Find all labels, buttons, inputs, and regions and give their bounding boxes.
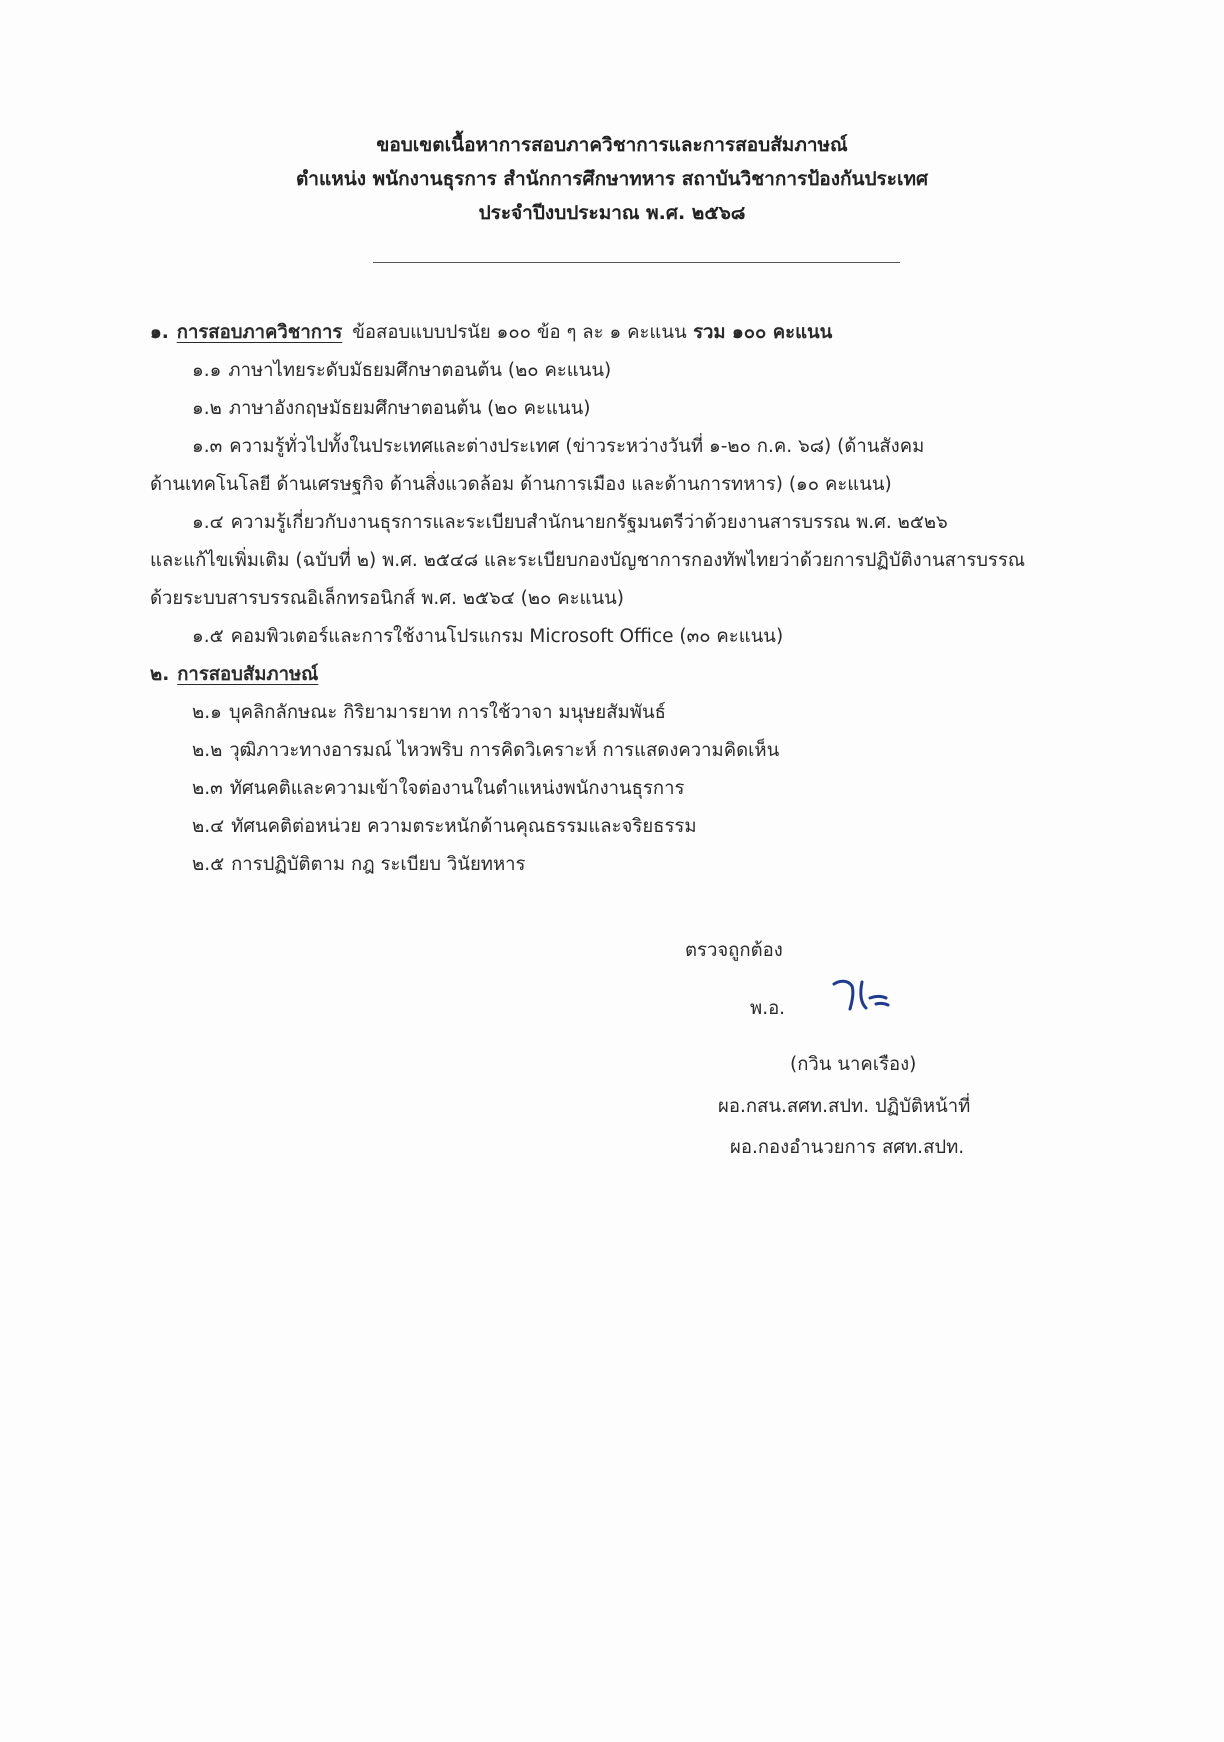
signature-stroke (870, 997, 886, 999)
item-text: ภาษาอังกฤษมัธยมศึกษาตอนต้น (๒๐ คะแนน) (228, 398, 591, 419)
item-number: ๒.๑ (192, 702, 222, 723)
document-header (0, 128, 1224, 230)
signature-stroke (861, 982, 866, 1008)
item-1-3 (150, 428, 1115, 466)
signature-stroke (834, 981, 853, 1009)
item-text: ทัศนคติและความเข้าใจต่องานในตำแหน่งพนักงานธุรการ (229, 778, 685, 799)
item-number: ๑.๓ (192, 436, 223, 457)
section-1-heading (150, 314, 1115, 352)
section-1-number: ๑. (150, 322, 169, 343)
item-number: ๑.๒ (192, 398, 222, 419)
item-number: ๒.๕ (192, 854, 225, 875)
item-1-4 (150, 504, 1115, 542)
section-2-number: ๒. (150, 664, 170, 685)
document-body (150, 314, 1115, 884)
item-number: ๒.๔ (192, 816, 225, 837)
section-1-title: การสอบภาควิชาการ (176, 322, 343, 343)
item-text: ภาษาไทยระดับมัธยมศึกษาตอนต้น (๒๐ คะแนน) (228, 360, 612, 381)
item-1-4-continuation-1: และแก้ไขเพิ่มเติม (ฉบับที่ ๒) พ.ศ. ๒๕๔๘ และระเบียบกองบัญชาการกองทัพไทยว่าด้วยการปฏิบัติงานสารบรรณ (150, 550, 1026, 571)
item-2-3 (150, 770, 1115, 808)
item-number: ๑.๔ (192, 512, 224, 533)
item-text: วุฒิภาวะทางอารมณ์ ไหวพริบ การคิดวิเคราะห์ การแสดงความคิดเห็น (229, 740, 780, 761)
section-1-total: รวม ๑๐๐ คะแนน (693, 322, 833, 343)
signature-stroke (876, 1003, 888, 1005)
item-1-4-continuation-2: ด้วยระบบสารบรรณอิเล็กทรอนิกส์ พ.ศ. ๒๕๖๔ (๒๐ คะแนน) (150, 588, 624, 609)
header-position: ตำแหน่ง พนักงานธุรการ สำนักการศึกษาทหาร สถาบันวิชาการป้องกันประเทศ (295, 168, 929, 190)
verified-label: ตรวจถูกต้อง (685, 940, 783, 961)
item-2-4 (150, 808, 1115, 846)
section-2-title: การสอบสัมภาษณ์ (177, 664, 319, 685)
item-text: ความรู้ทั่วไปทั้งในประเทศและต่างประเทศ (ข่าวระหว่างวันที่ ๑-๒๐ ก.ค. ๖๘) (ด้านสังคม (229, 436, 925, 457)
section-1-description: ข้อสอบแบบปรนัย ๑๐๐ ข้อ ๆ ละ ๑ คะแนน (352, 322, 687, 343)
signer-name: (กวิน นาคเรือง) (790, 1054, 917, 1075)
item-number: ๒.๓ (192, 778, 223, 799)
item-2-5 (150, 846, 1115, 884)
header-title: ขอบเขตเนื้อหาการสอบภาควิชาการและการสอบสัมภาษณ์ (376, 134, 848, 156)
item-1-5 (150, 618, 1115, 656)
handwritten-signature (826, 976, 896, 1014)
item-text: บุคลิกลักษณะ กิริยามารยาท การใช้วาจา มนุษยสัมพันธ์ (228, 702, 666, 723)
item-text: ทัศนคติต่อหน่วย ความตระหนักด้านคุณธรรมและจริยธรรม (231, 816, 697, 837)
item-number: ๒.๒ (192, 740, 223, 761)
section-2-heading (150, 656, 1115, 694)
signer-rank: พ.อ. (750, 998, 786, 1019)
item-number: ๑.๕ (192, 626, 224, 647)
signer-position-1: ผอ.กสน.สศท.สปท. ปฏิบัติหน้าที่ (718, 1096, 971, 1117)
header-divider (373, 262, 900, 263)
item-text: คอมพิวเตอร์และการใช้งานโปรแกรม Microsoft Office (๓๐ คะแนน) (230, 626, 784, 647)
item-2-1 (150, 694, 1115, 732)
item-text: การปฏิบัติตาม กฎ ระเบียบ วินัยทหาร (231, 854, 526, 875)
signer-position-2: ผอ.กองอำนวยการ สศท.สปท. (730, 1137, 965, 1158)
item-number: ๑.๑ (192, 360, 222, 381)
item-1-1 (150, 352, 1115, 390)
item-1-2 (150, 390, 1115, 428)
header-fiscal-year: ประจำปีงบประมาณ พ.ศ. ๒๕๖๘ (478, 202, 746, 224)
item-text: ความรู้เกี่ยวกับงานธุรการและระเบียบสำนักนายกรัฐมนตรีว่าด้วยงานสารบรรณ พ.ศ. ๒๕๒๖ (230, 512, 948, 533)
item-2-2 (150, 732, 1115, 770)
item-1-3-continuation: ด้านเทคโนโลยี ด้านเศรษฐกิจ ด้านสิ่งแวดล้อม ด้านการเมือง และด้านการทหาร) (๑๐ คะแนน) (150, 474, 892, 495)
